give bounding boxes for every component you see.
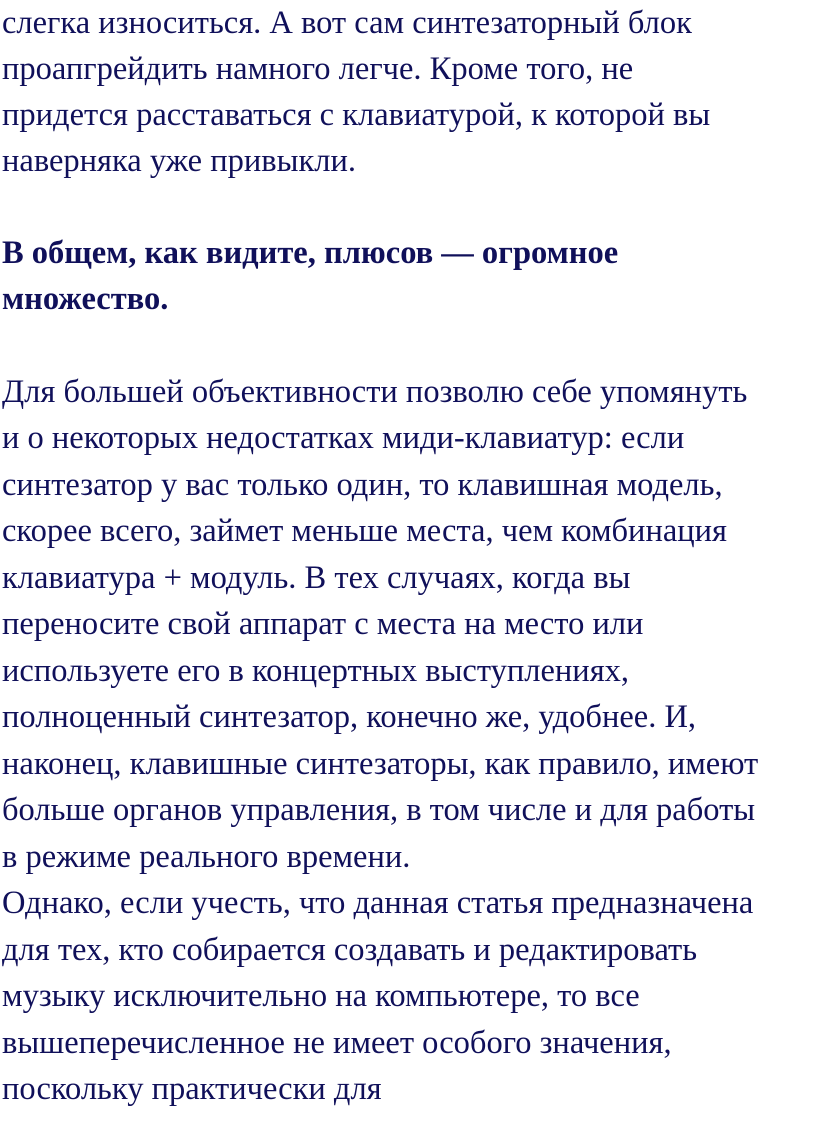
text-line: Однако, если учесть, что данная статья предназначена [2,885,754,921]
text-line: клавиатура + модуль. В тех случаях, когда вы [2,560,631,596]
text-line: скорее всего, займет меньше места, чем комбинация [2,513,727,549]
text-line: вышеперечисленное не имеет особого значения, [2,1025,672,1061]
text-line: переносите свой аппарат с места на место или [2,606,644,642]
text-line: проапгрейдить намного легче. Кроме того, не [2,51,634,87]
text-line: для тех, кто собирается создавать и редактировать [2,932,698,968]
text-line: используете его в концертных выступлениях, [2,653,630,689]
text-line: наверняка уже привыкли. [2,143,356,179]
text-line: придется расставаться с клавиатурой, к которой вы [2,97,711,133]
text-line: в режиме реального времени. [2,839,411,875]
text-line: и о некоторых недостатках миди-клавиатур: если [2,420,685,456]
text-line: слегка износиться. А вот сам синтезаторный блок [2,5,692,41]
text-line: множество. [2,281,169,317]
text-line: больше органов управления, в том числе и для работы [2,792,756,828]
text-line: музыку исключительно на компьютере, то все [2,978,640,1014]
text-line: наконец, клавишные синтезаторы, как правило, имеют [2,746,759,782]
text-line: Для большей объективности позволю себе упомянуть [2,374,748,410]
text-line: синтезатор у вас только один, то клавишная модель, [2,467,723,503]
text-line: полноценный синтезатор, конечно же, удобнее. И, [2,699,697,735]
text-line: поскольку практически для [2,1071,382,1107]
text-line: В общем, как видите, плюсов — огромное [2,235,619,271]
